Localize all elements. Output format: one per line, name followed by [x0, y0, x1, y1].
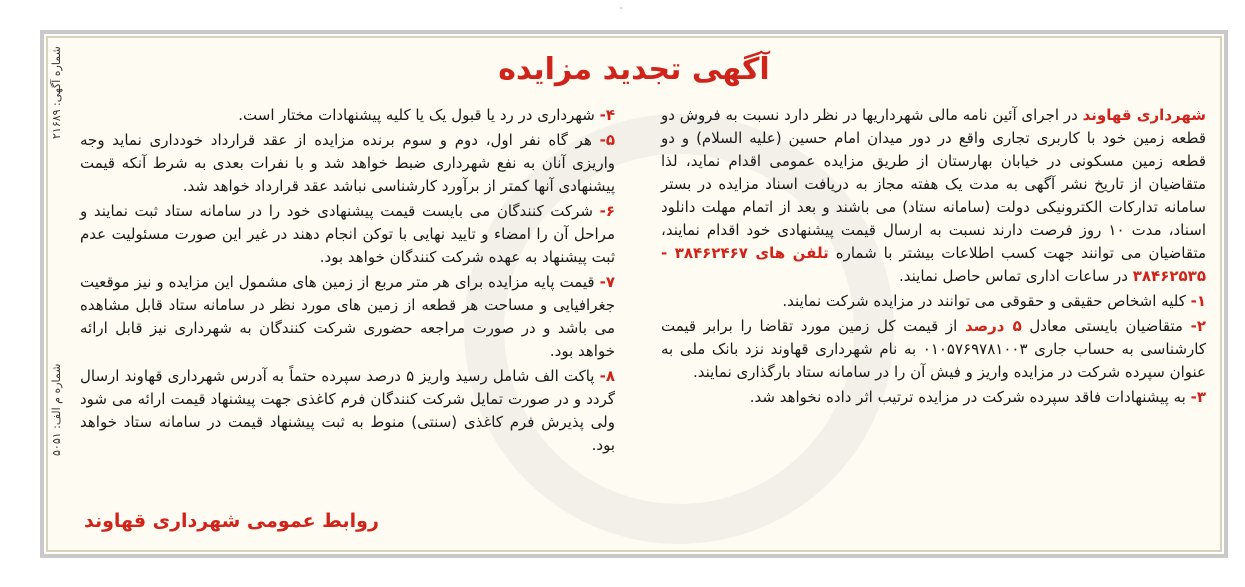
list-item: ۵- هر گاه نفر اول، دوم و سوم برنده مزایده از عقد قرارداد خودداری نماید وجه واریزی آنان به نفع شهرداری ضبط خواهد شد و با نفرات بعدی به شرط آنکه قیمت پیشنهادی آنها کمتر از برآورد کارشناسی نباشد عقد قرارداد خواهد شد.: [80, 131, 615, 195]
list-item: ۴- شهرداری در رد یا قبول یک یا کلیه پیشنهادات مختار است.: [238, 106, 615, 124]
list-item: ۷- قیمت پایه مزایده برای هر متر مربع از زمین های مشمول این مزایده و نیز موقعیت جغرافیایی و مساحت هر قطعه از زمین های مورد نظر در سامانه ستاد قابل مشاهده می باشد و در صورت مراجعه حضوری شرکت کنندگان به شهرداری نیز قابل ارائه خواهد بود.: [80, 273, 615, 360]
left-column: [80, 104, 615, 459]
right-column: [661, 104, 1206, 411]
list-item: ۱- کلیه اشخاص حقیقی و حقوقی می توانند در مزایده شرکت نمایند.: [782, 292, 1206, 310]
notice-frame: [40, 30, 1228, 558]
list-item: ۶- شرکت کنندگان می بایست قیمت پیشنهادی خود را در سامانه ستاد ثبت نمایند و مراحل آن را امضاء و تایید نهایی با توکن انجام دهند در غیر این صورت مسئولیت عدم ثبت پیشنهاد به عهده شرکت کنندگان خواهد بود.: [80, 202, 615, 266]
phone-numbers: تلفن های ۳۸۴۶۲۴۶۷ - ۳۸۴۶۲۵۳۵: [661, 244, 1206, 285]
intro-paragraph: [661, 104, 1206, 288]
list-item: ۲- متقاضیان بایستی معادل ۵ درصد از قیمت کل زمین مورد تقاضا را برابر قیمت کارشناسی به حساب جاری ۰۱۰۵۷۶۹۷۸۱۰۰۳ به نام شهرداری قهاوند نزد بانک ملی به عنوان سپرده شرکت در مزایده واریز و فیش آن را در سامانه ستاد بارگذاری نمایند.: [661, 317, 1207, 381]
municipality-name: شهرداری قهاوند: [1082, 106, 1207, 124]
signature: روابط عمومی شهرداری قهاوند: [84, 510, 379, 532]
letter-number: شماره م الف: ۵۰۵۱: [50, 364, 63, 457]
intro-tail: در ساعات اداری تماس حاصل نمایند.: [899, 267, 1133, 285]
page-title: آگهی تجدید مزایده: [498, 52, 770, 87]
intro-text: در اجرای آئین نامه مالی شهرداریها در نظر دارد نسبت به فروش دو قطعه زمین خود با کاربری تجاری واقع در دور میدان امام حسین (علیه السلام) و دو قطعه زمین مسکونی در خیابان بهارستان از طریق مزایده عمومی اقدام نماید، لذا متقاضیان از تاریخ نشر آگهی به مدت یک هفته مجاز به دریافت اسناد مزایده در بستر سامانه تدارکات الکترونیکی دولت (سامانه ستاد) می باشند و بعد از اتمام مهلت دانلود اسناد، مدت ۱۰ روز فرصت دارند نسبت به ارسال قیمت پیشنهادی خود اقدام نمایند، متقاضیان می توانند جهت کسب اطلاعات بیشتر با شماره: [661, 106, 1207, 262]
list-item: ۸- پاکت الف شامل رسید واریز ۵ درصد سپرده حتماً به آدرس شهرداری قهاوند ارسال گردد و در صورت تمایل شرکت کنندگان فرم کاغذی جهت پیشنهاد قیمت ارائه می شود ولی پذیرش فرم کاغذی (سنتی) منوط به ثبت پیشنهاد قیمت در سامانه ستاد خواهد بود.: [80, 367, 616, 454]
ad-number: شماره آگهی: ۲۱۶۸۹: [50, 46, 63, 139]
list-item: ۳- به پیشنهادات فاقد سپرده شرکت در مزایده ترتیب اثر داده نخواهد شد.: [749, 388, 1206, 406]
deposit-percent: ۵ درصد: [964, 317, 1022, 335]
page-mark: ': [620, 6, 623, 15]
